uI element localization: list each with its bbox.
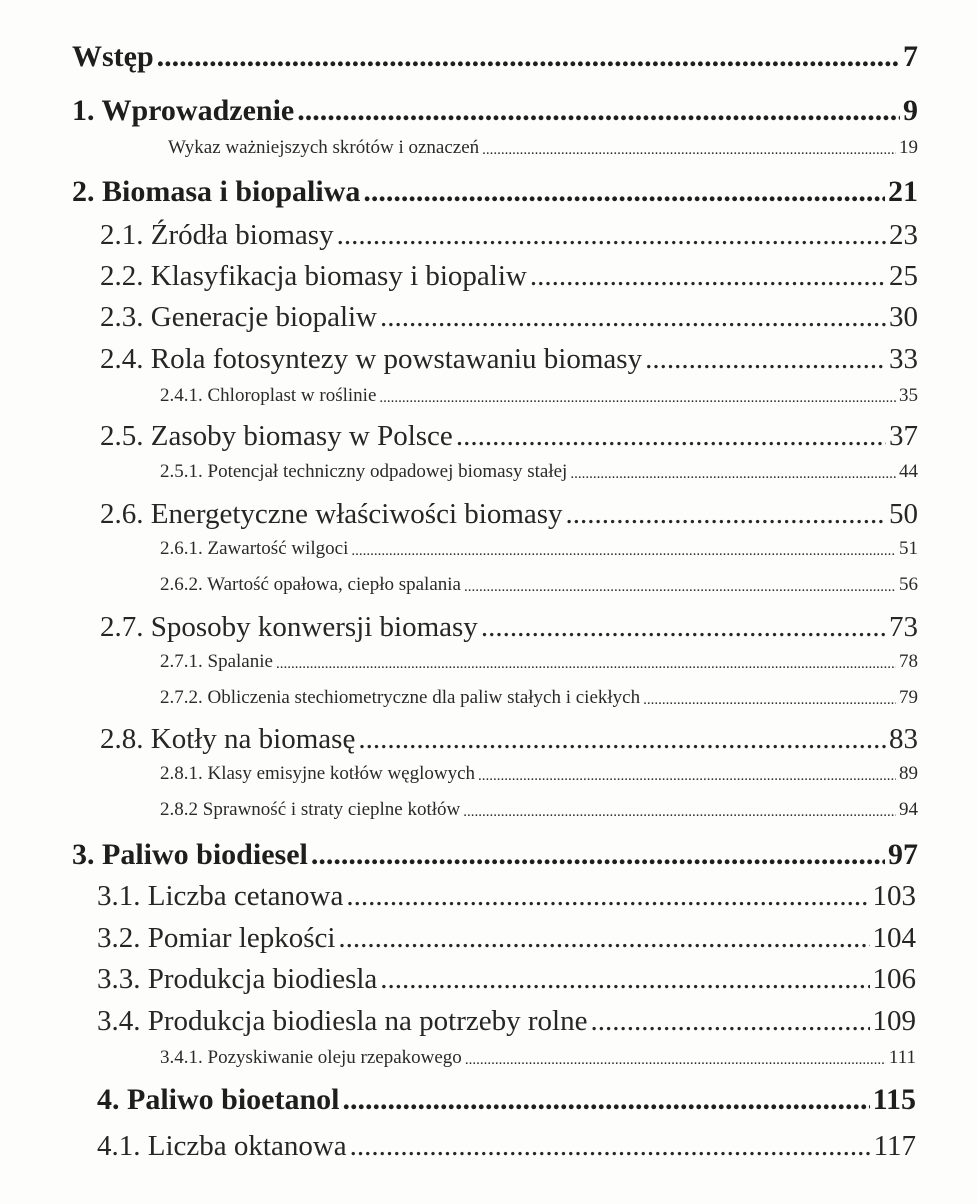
dot-leader bbox=[337, 219, 886, 252]
toc-entry-page: 79 bbox=[899, 687, 918, 708]
dot-leader bbox=[346, 880, 869, 913]
dot-leader bbox=[276, 651, 896, 673]
toc-entry-page: 25 bbox=[889, 260, 918, 292]
dot-leader bbox=[350, 1130, 871, 1163]
toc-entry bbox=[160, 538, 918, 560]
toc-entry-title: 1. Wprowadzenie bbox=[72, 94, 295, 127]
toc-entry-title: 2.6. Energetyczne właściwości biomasy bbox=[100, 498, 563, 530]
toc-entry-title: 3. Paliwo biodiesel bbox=[72, 838, 308, 871]
toc-entry-title: 2.4.1. Chloroplast w roślinie bbox=[160, 385, 377, 406]
toc-entry-page: 109 bbox=[872, 1005, 916, 1037]
toc-entry bbox=[72, 94, 918, 128]
toc-entry bbox=[72, 175, 918, 209]
toc-entry-title: 4. Paliwo bioetanol bbox=[97, 1083, 340, 1116]
toc-entry-page: 111 bbox=[888, 1047, 916, 1068]
toc-entry bbox=[100, 219, 918, 252]
toc-entry-page: 117 bbox=[873, 1130, 916, 1162]
toc-entry bbox=[97, 922, 916, 955]
dot-leader bbox=[311, 838, 885, 872]
toc-entry-page: 56 bbox=[899, 574, 918, 595]
dot-leader bbox=[643, 687, 896, 709]
toc-entry-page: 106 bbox=[872, 963, 916, 995]
toc-entry bbox=[160, 651, 918, 673]
toc-entry-page: 30 bbox=[889, 301, 918, 333]
toc-entry bbox=[97, 1005, 916, 1038]
toc-entry bbox=[160, 687, 918, 709]
toc-entry-title: 3.4.1. Pozyskiwanie oleju rzepakowego bbox=[160, 1047, 462, 1068]
toc-entry bbox=[100, 260, 918, 293]
dot-leader bbox=[645, 343, 886, 376]
dot-leader bbox=[379, 385, 896, 407]
toc-entry-page: 50 bbox=[889, 498, 918, 530]
dot-leader bbox=[297, 94, 900, 128]
toc-entry bbox=[160, 574, 918, 596]
toc-entry bbox=[100, 301, 918, 334]
toc-entry-title: 2.7. Sposoby konwersji biomasy bbox=[100, 611, 478, 643]
toc-entry-page: 83 bbox=[889, 723, 918, 755]
toc-entry-title: 2.2. Klasyfikacja biomasy i biopaliw bbox=[100, 260, 527, 292]
toc-entry-page: 103 bbox=[872, 880, 916, 912]
toc-entry-page: 7 bbox=[903, 40, 918, 73]
dot-leader bbox=[463, 799, 896, 821]
toc-entry bbox=[100, 498, 918, 531]
toc-entry-title: Wykaz ważniejszych skrótów i oznaczeń bbox=[168, 137, 480, 158]
toc-entry-title: 2.6.2. Wartość opałowa, ciepło spalania bbox=[160, 574, 461, 595]
dot-leader bbox=[380, 301, 886, 334]
toc-entry-title: 2.7.1. Spalanie bbox=[160, 651, 273, 672]
toc-entry bbox=[100, 611, 918, 644]
dot-leader bbox=[478, 763, 896, 785]
toc-entry bbox=[100, 420, 918, 453]
toc-entry-title: 2.8.1. Klasy emisyjne kotłów węglowych bbox=[160, 763, 476, 784]
toc-entry-page: 9 bbox=[903, 94, 918, 127]
toc-entry-page: 78 bbox=[899, 651, 918, 672]
toc-entry-title: 2.5.1. Potencjał techniczny odpadowej biomasy stałej bbox=[160, 461, 568, 482]
toc-entry-page: 33 bbox=[889, 343, 918, 375]
toc-entry-page: 73 bbox=[889, 611, 918, 643]
dot-leader bbox=[465, 1047, 886, 1069]
toc-entry-title: 3.2. Pomiar lepkości bbox=[97, 922, 336, 954]
dot-leader bbox=[464, 574, 896, 596]
toc-entry-page: 89 bbox=[899, 763, 918, 784]
toc-entry-title: 2. Biomasa i biopaliwa bbox=[72, 175, 361, 208]
toc-entry-title: 2.6.1. Zawartość wilgoci bbox=[160, 538, 349, 559]
toc-entry-page: 44 bbox=[899, 461, 918, 482]
toc-entry bbox=[160, 385, 918, 407]
dot-leader bbox=[530, 260, 886, 293]
toc-entry-page: 35 bbox=[899, 385, 918, 406]
toc-entry-page: 94 bbox=[899, 799, 918, 820]
toc-entry bbox=[72, 40, 918, 74]
dot-leader bbox=[358, 723, 886, 756]
dot-leader bbox=[570, 461, 896, 483]
toc-entry-page: 21 bbox=[888, 175, 918, 208]
toc-entry-page: 19 bbox=[899, 137, 918, 158]
toc-entry bbox=[160, 763, 918, 785]
dot-leader bbox=[456, 420, 886, 453]
toc-entry bbox=[160, 461, 918, 483]
toc-entry-page: 115 bbox=[872, 1083, 916, 1116]
toc-entry bbox=[97, 1083, 916, 1117]
toc-entry-title: 2.5. Zasoby biomasy w Polsce bbox=[100, 420, 453, 452]
toc-entry-page: 97 bbox=[888, 838, 918, 871]
toc-entry-page: 104 bbox=[872, 922, 916, 954]
toc-entry-title: 4.1. Liczba oktanowa bbox=[97, 1130, 347, 1162]
toc-entry-page: 51 bbox=[899, 538, 918, 559]
dot-leader bbox=[157, 40, 900, 74]
toc-entry bbox=[168, 137, 918, 159]
toc-entry bbox=[97, 1130, 916, 1163]
toc-entry-title: 3.1. Liczba cetanowa bbox=[97, 880, 344, 912]
dot-leader bbox=[482, 137, 896, 159]
dot-leader bbox=[363, 175, 885, 209]
toc-entry-page: 37 bbox=[889, 420, 918, 452]
toc-entry-title: 3.4. Produkcja biodiesla na potrzeby rolne bbox=[97, 1005, 588, 1037]
dot-leader bbox=[566, 498, 886, 531]
dot-leader bbox=[481, 611, 886, 644]
toc-entry-title: 3.3. Produkcja biodiesla bbox=[97, 963, 378, 995]
toc-entry-title: 2.4. Rola fotosyntezy w powstawaniu biomasy bbox=[100, 343, 643, 375]
toc-entry-title: Wstęp bbox=[72, 40, 154, 73]
toc-entry bbox=[160, 799, 918, 821]
toc-entry bbox=[160, 1047, 916, 1069]
toc-entry-title: 2.8. Kotły na biomasę bbox=[100, 723, 356, 755]
toc-entry bbox=[72, 838, 918, 872]
toc-entry-page: 23 bbox=[889, 219, 918, 251]
toc-entry-title: 2.8.2 Sprawność i straty cieplne kotłów bbox=[160, 799, 461, 820]
dot-leader bbox=[351, 538, 896, 560]
toc-entry bbox=[100, 723, 918, 756]
toc-entry-title: 2.7.2. Obliczenia stechiometryczne dla paliw stałych i ciekłych bbox=[160, 687, 641, 708]
dot-leader bbox=[343, 1083, 870, 1117]
dot-leader bbox=[380, 963, 869, 996]
dot-leader bbox=[590, 1005, 869, 1038]
toc-entry bbox=[97, 880, 916, 913]
toc-entry-title: 2.1. Źródła biomasy bbox=[100, 219, 334, 251]
toc-entry-title: 2.3. Generacje biopaliw bbox=[100, 301, 378, 333]
toc-entry bbox=[97, 963, 916, 996]
dot-leader bbox=[338, 922, 869, 955]
toc-entry bbox=[100, 343, 918, 376]
